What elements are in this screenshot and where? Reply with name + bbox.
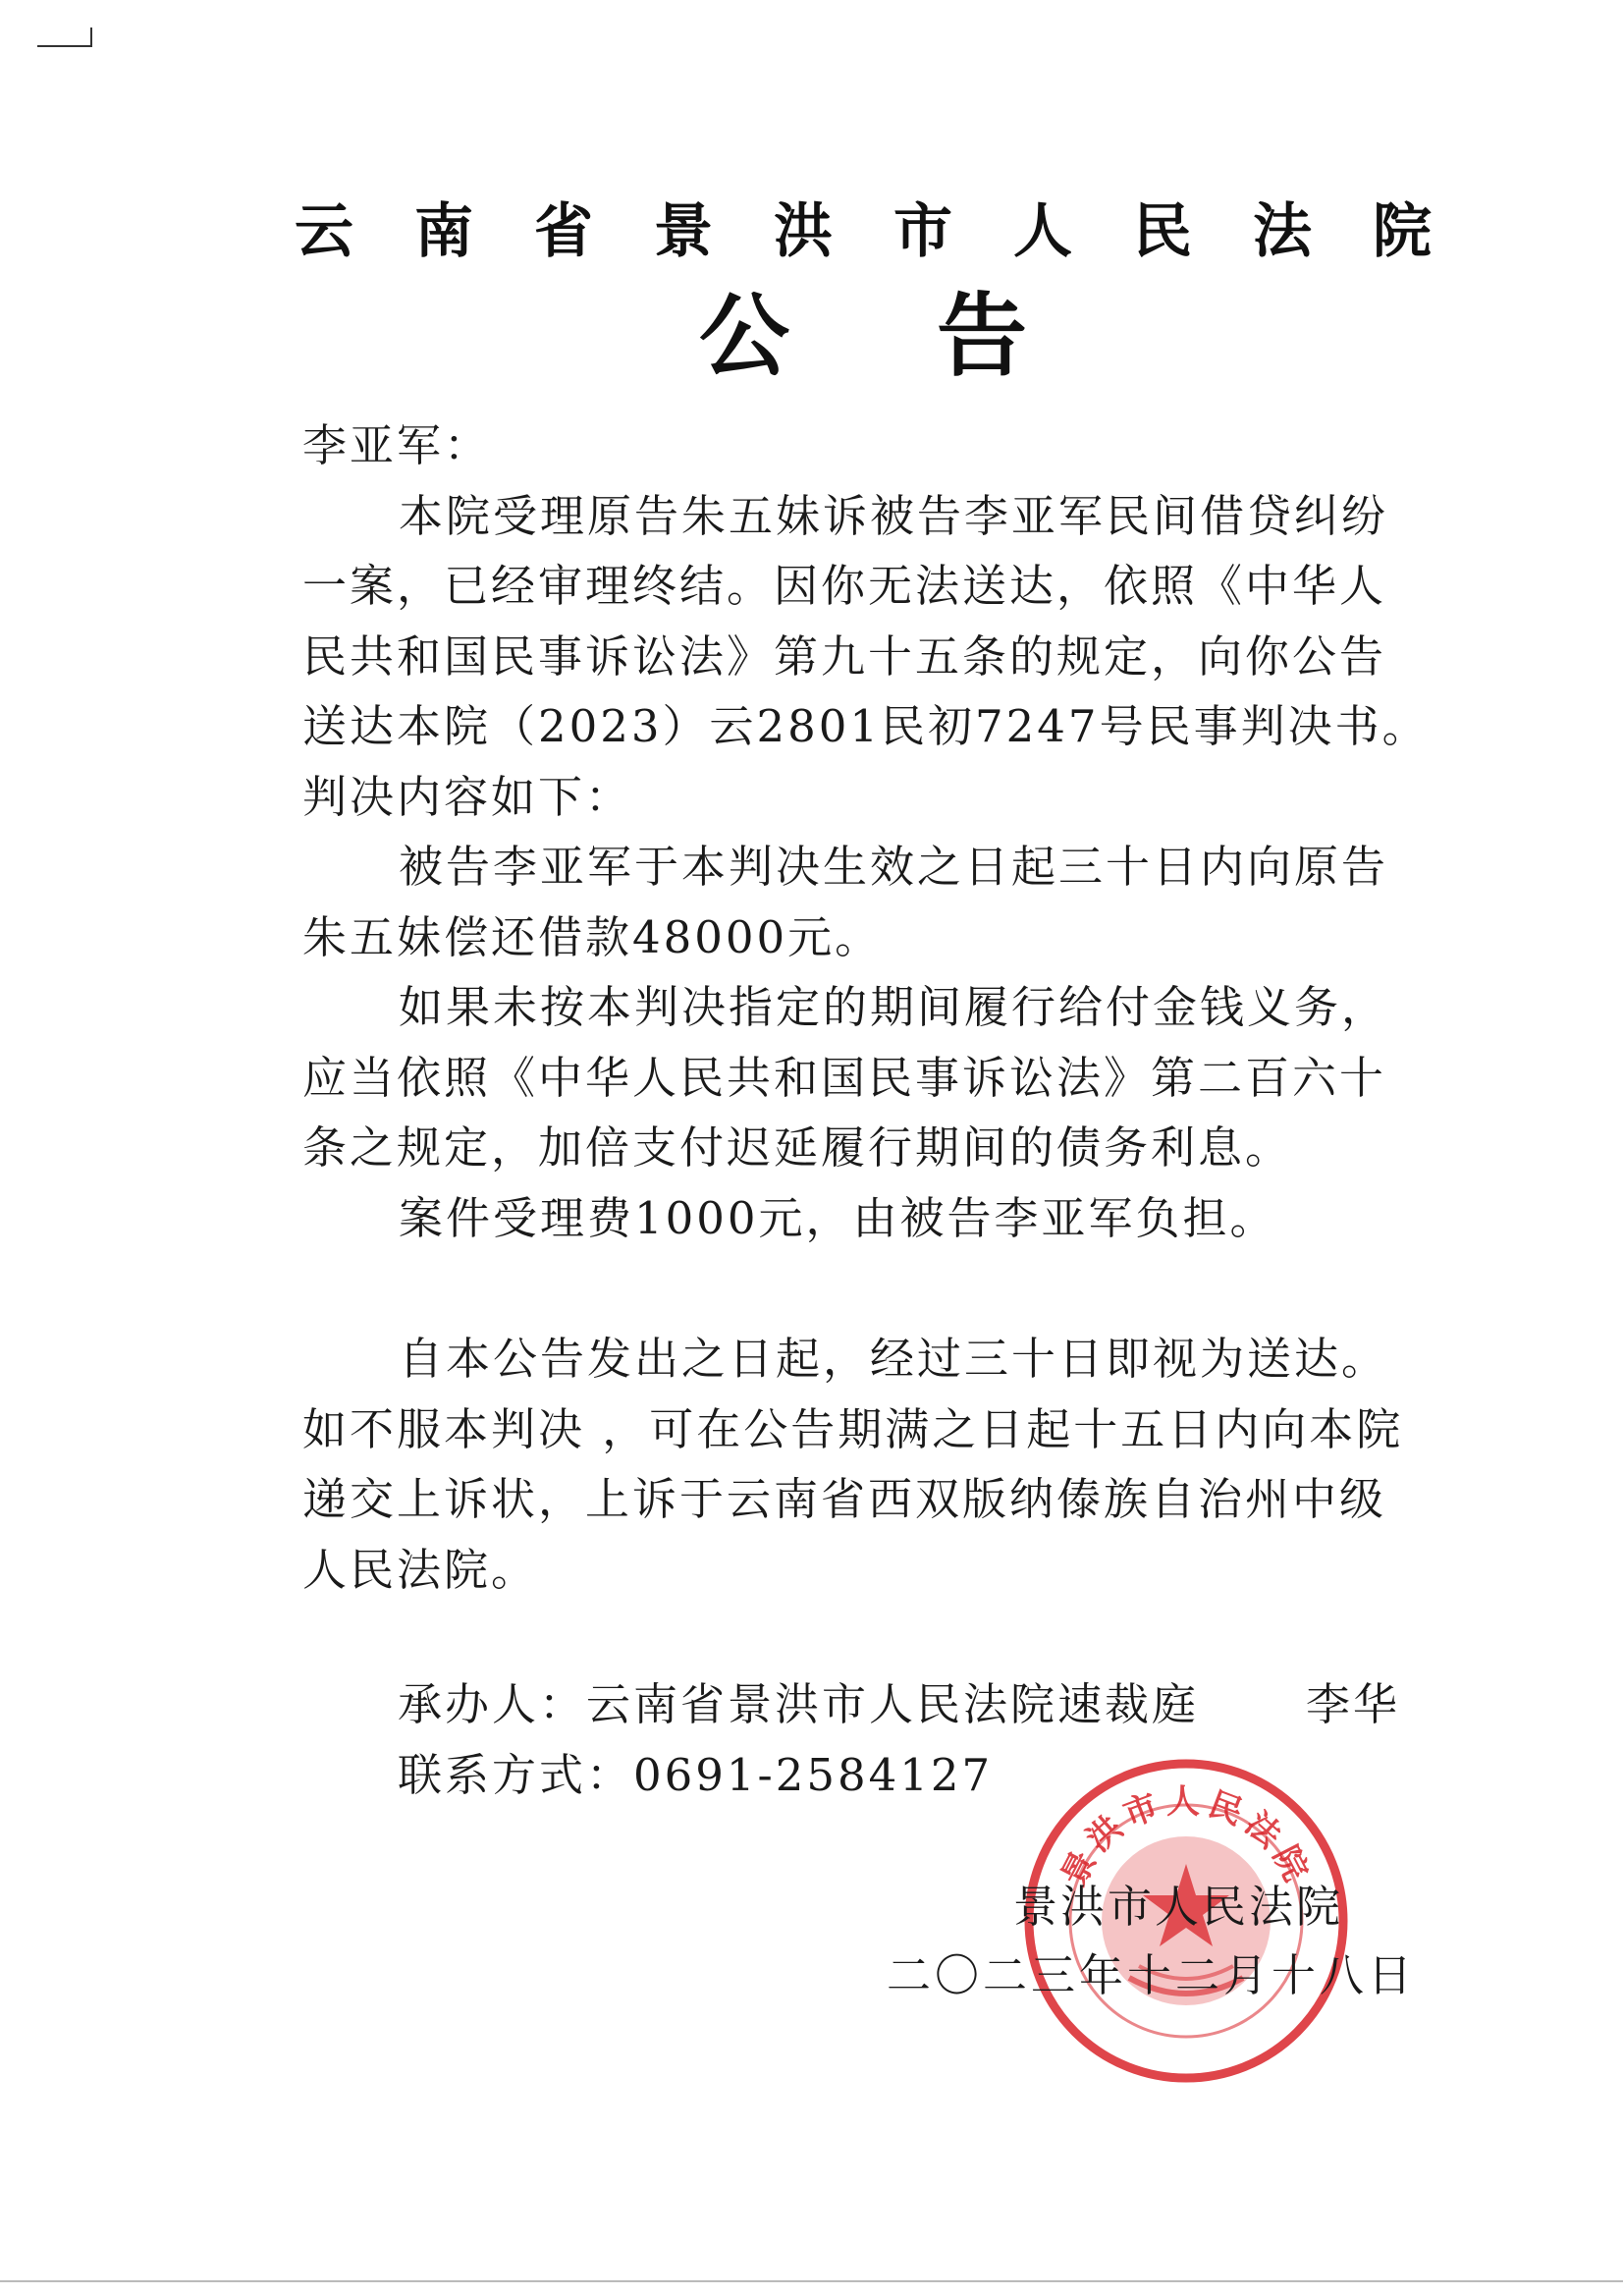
body-paragraph-interest-clause: 如果未按本判决指定的期间履行给付金钱义务，应当依照《中华人民共和国民事诉讼法》第二百六十条之规定，加倍支付迟延履行期间的债务利息。 — [302, 981, 1389, 1174]
body-paragraph-appeal-notice: 自本公告发出之日起，经过三十日即视为送达。如不服本判决 ，可在公告期满之日起十五日内向本院递交上诉状，上诉于云南省西双版纳傣族自治州中级人民法院。 — [302, 1333, 1404, 1596]
document-title: 公告 — [699, 284, 1175, 389]
body-paragraph-case-intro: 本院受理原告朱五妹诉被告李亚军民间借贷纠纷一案，已经审理终结。因你无法送达，依照《中华人民共和国民事诉讼法》第九十五条的规定，向你公告送达本院（2023）云2801民初7247号民事判决书。 — [302, 489, 1430, 752]
signature-court-name: 景洪市人民法院 — [1013, 1881, 1344, 1933]
paragraph-spacer — [302, 1253, 1432, 1324]
announcement-body — [302, 410, 1432, 1605]
scan-bottom-edge — [0, 2280, 1623, 2282]
signature-date: 二〇二三年十二月十八日 — [887, 1949, 1417, 2001]
phone-line: 联系方式：0691-2584127 — [398, 1748, 994, 1801]
scan-corner-tick — [90, 27, 92, 47]
handler-name: 李华 — [1306, 1678, 1401, 1730]
body-paragraph-judgment-lead: 判决内容如下： — [302, 770, 633, 823]
addressee: 李亚军： — [302, 419, 492, 471]
scan-corner-mark — [37, 45, 92, 47]
handler-line — [398, 1669, 1438, 1740]
court-name-heading: 云南省景洪市人民法院 — [295, 197, 1492, 266]
body-paragraph-judgment-item: 被告李亚军于本判决生效之日起三十日内向原告朱五妹偿还借款48000元。 — [302, 841, 1389, 963]
handler-label: 承办人：云南省景洪市人民法院速裁庭 — [398, 1678, 1200, 1730]
body-paragraph-case-fee: 案件受理费1000元，由被告李亚军负担。 — [399, 1191, 1277, 1244]
seal-text: 景洪市人民法院 — [1054, 1782, 1319, 1893]
